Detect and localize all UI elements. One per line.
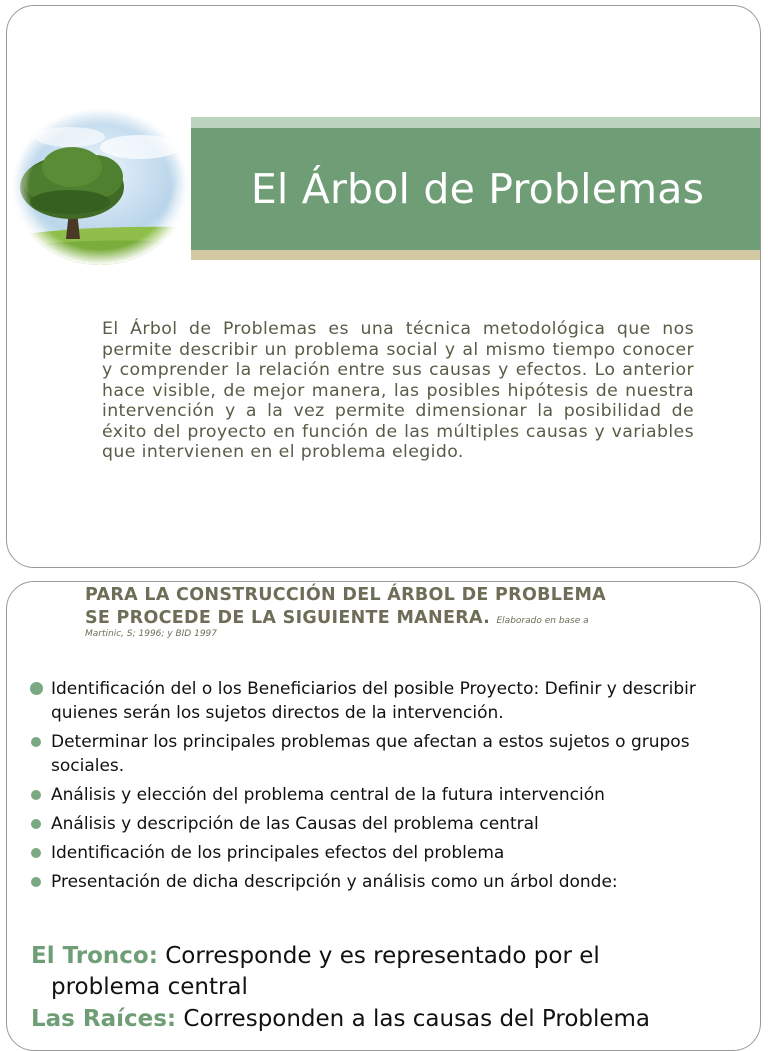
heading-line-2: SE PROCEDE DE LA SIGUIENTE MANERA [85,608,484,628]
list-item: Identificación del o los Beneficiarios del posible Proyecto: Definir y describir quienes serán los sujetos directos de la intervención. [27,677,747,725]
bullet-dot-icon [31,877,41,887]
source-note-part-1: Elaborado en base a [496,616,589,626]
bullet-dot-icon [30,682,43,695]
slide-2 [6,581,761,1051]
steps-list [27,677,747,899]
slide-1 [6,5,761,568]
definition-desc: Corresponde y es representado por el [157,943,600,969]
list-item: Presentación de dicha descripción y análisis como un árbol donde: [27,870,747,894]
definition-desc: Corresponden a las causas del Problema [176,1006,651,1032]
definition-term: Las Raíces: [31,1006,177,1032]
heading-suffix: . [483,608,497,628]
bullet-dot-icon [31,790,41,800]
definition-trunk [31,941,746,1003]
definition-term: El Tronco: [31,943,158,969]
list-item: Análisis y descripción de las Causas del problema central [27,812,747,836]
tree-image [10,107,190,267]
list-item: Identificación de los principales efectos del problema [27,841,747,865]
heading-line-1: PARA LA CONSTRUCCIÓN DEL ÁRBOL DE PROBLEMA [85,585,607,605]
slide-title: El Árbol de Problemas [250,165,705,213]
definition-roots [31,1004,746,1035]
title-band-top-stripe [191,117,761,128]
list-item: Determinar los principales problemas que afectan a estos sujetos o grupos sociales. [27,730,747,778]
title-band-bottom-stripe [191,250,761,260]
bullet-dot-icon [31,737,41,747]
intro-paragraph: El Árbol de Problemas es una técnica metodológica que nos permite describir un problema social y al mismo tiempo conocer y comprender la relación entre sus causas y efectos. Lo anterior hace visible, de mejor manera, las posibles hipótesis de nuestra intervención y a la vez permite dimensionar la posibilidad de éxito del proyecto en función de las múltiples causas y variables que intervienen en el problema elegido. [102,319,694,462]
source-note-part-2: Martinic, S; 1996; y BID 1997 [85,629,217,639]
section-heading [85,584,725,633]
definition-desc-continued: problema central [51,974,248,1000]
bullet-dot-icon [31,848,41,858]
bullet-dot-icon [31,819,41,829]
list-item: Análisis y elección del problema central de la futura intervención [27,783,747,807]
